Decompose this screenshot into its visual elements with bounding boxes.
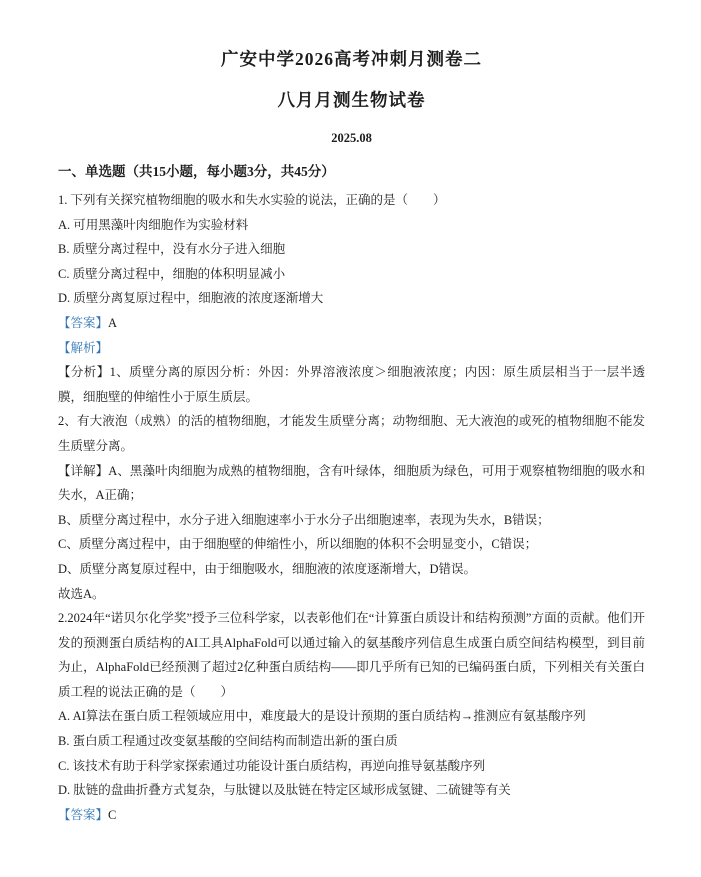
question-1-option-d: D. 质壁分离复原过程中，细胞液的浓度逐渐增大 — [58, 291, 324, 306]
question-2-option-c: C. 该技术有助于科学家探索通过功能设计蛋白质结构，再逆向推导氨基酸序列 — [58, 758, 486, 773]
exam-date: 2025.08 — [331, 131, 372, 145]
explanation-paragraph: D、质壁分离复原过程中，由于细胞吸水，细胞液的浓度逐渐增大，D错误。 — [58, 561, 477, 576]
question-1 — [58, 188, 645, 606]
explanation-paragraph: C、质壁分离过程中，由于细胞壁的伸缩性小，所以细胞的体积不会明显变小，C错误； — [58, 537, 538, 552]
question-1-analysis-line — [58, 336, 645, 361]
page-subtitle: 八月月测生物试卷 — [277, 90, 426, 110]
question-2-answer-line — [58, 803, 645, 828]
page-title: 广安中学2026高考冲刺月测卷二 — [221, 49, 482, 69]
explanation-paragraph: 【详解】A、黑藻叶肉细胞为成熟的植物细胞，含有叶绿体，细胞质为绿色，可用于观察植物细胞的吸水和失水，A正确； — [58, 463, 645, 503]
question-2-option-d: D. 肽链的盘曲折叠方式复杂，与肽键以及肽链在特定区域形成氢键、二硫键等有关 — [58, 783, 511, 798]
explanation-paragraph: 【分析】1、质壁分离的原因分析：外因：外界溶液浓度＞细胞液浓度；内因：原生质层相当于一层半透膜，细胞壁的伸缩性小于原生质层。 — [58, 365, 645, 404]
question-2-option-b: B. 蛋白质工程通过改变氨基酸的空间结构而制造出新的蛋白质 — [58, 734, 398, 749]
question-1-option-b: B. 质壁分离过程中，没有水分子进入细胞 — [58, 242, 286, 257]
answer-value: C — [108, 807, 117, 822]
answer-value: A — [108, 315, 118, 330]
answer-label: 【答案】 — [58, 807, 109, 822]
section-heading: 一、单选题（共15小题，每小题3分，共45分） — [58, 164, 335, 179]
question-1-answer-line — [58, 311, 645, 336]
explanation-paragraph: 2、有大液泡（成熟）的活的植物细胞，才能发生质壁分离；动物细胞、无大液泡的或死的植物细胞不能发生质壁分离。 — [58, 414, 645, 453]
explanation-conclusion: 故选A。 — [58, 586, 105, 601]
explanation-paragraph: B、质壁分离过程中，水分子进入细胞速率小于水分子出细胞速率，表现为失水，B错误； — [58, 512, 550, 527]
question-1-stem: 1. 下列有关探究植物细胞的吸水和失水实验的说法，正确的是（ ） — [58, 193, 446, 207]
question-2-stem: 2.2024年“诺贝尔化学奖”授予三位科学家，以表彰他们在“计算蛋白质设计和结构预测”方面的贡献。他们开发的预测蛋白质结构的AI工具AlphaFold可以通过输入的氨基酸序列信息生成蛋白质空间结构模型，到目前为止，AlphaFold已经预测了超过2亿种蛋白质结构——即几乎所有已知的已编码蛋白质，下列相关有关蛋白质工程的说法正确的是（ ） — [58, 611, 645, 699]
question-2-option-a: A. AI算法在蛋白质工程领域应用中，难度最大的是设计预期的蛋白质结构→推测应有氨基酸序列 — [58, 709, 586, 724]
question-1-option-a: A. 可用黑藻叶肉细胞作为实验材料 — [58, 217, 249, 232]
question-1-option-c: C. 质壁分离过程中，细胞的体积明显减小 — [58, 266, 286, 281]
answer-label: 【答案】 — [58, 315, 109, 330]
analysis-label: 【解析】 — [58, 340, 109, 355]
question-2 — [58, 606, 645, 827]
